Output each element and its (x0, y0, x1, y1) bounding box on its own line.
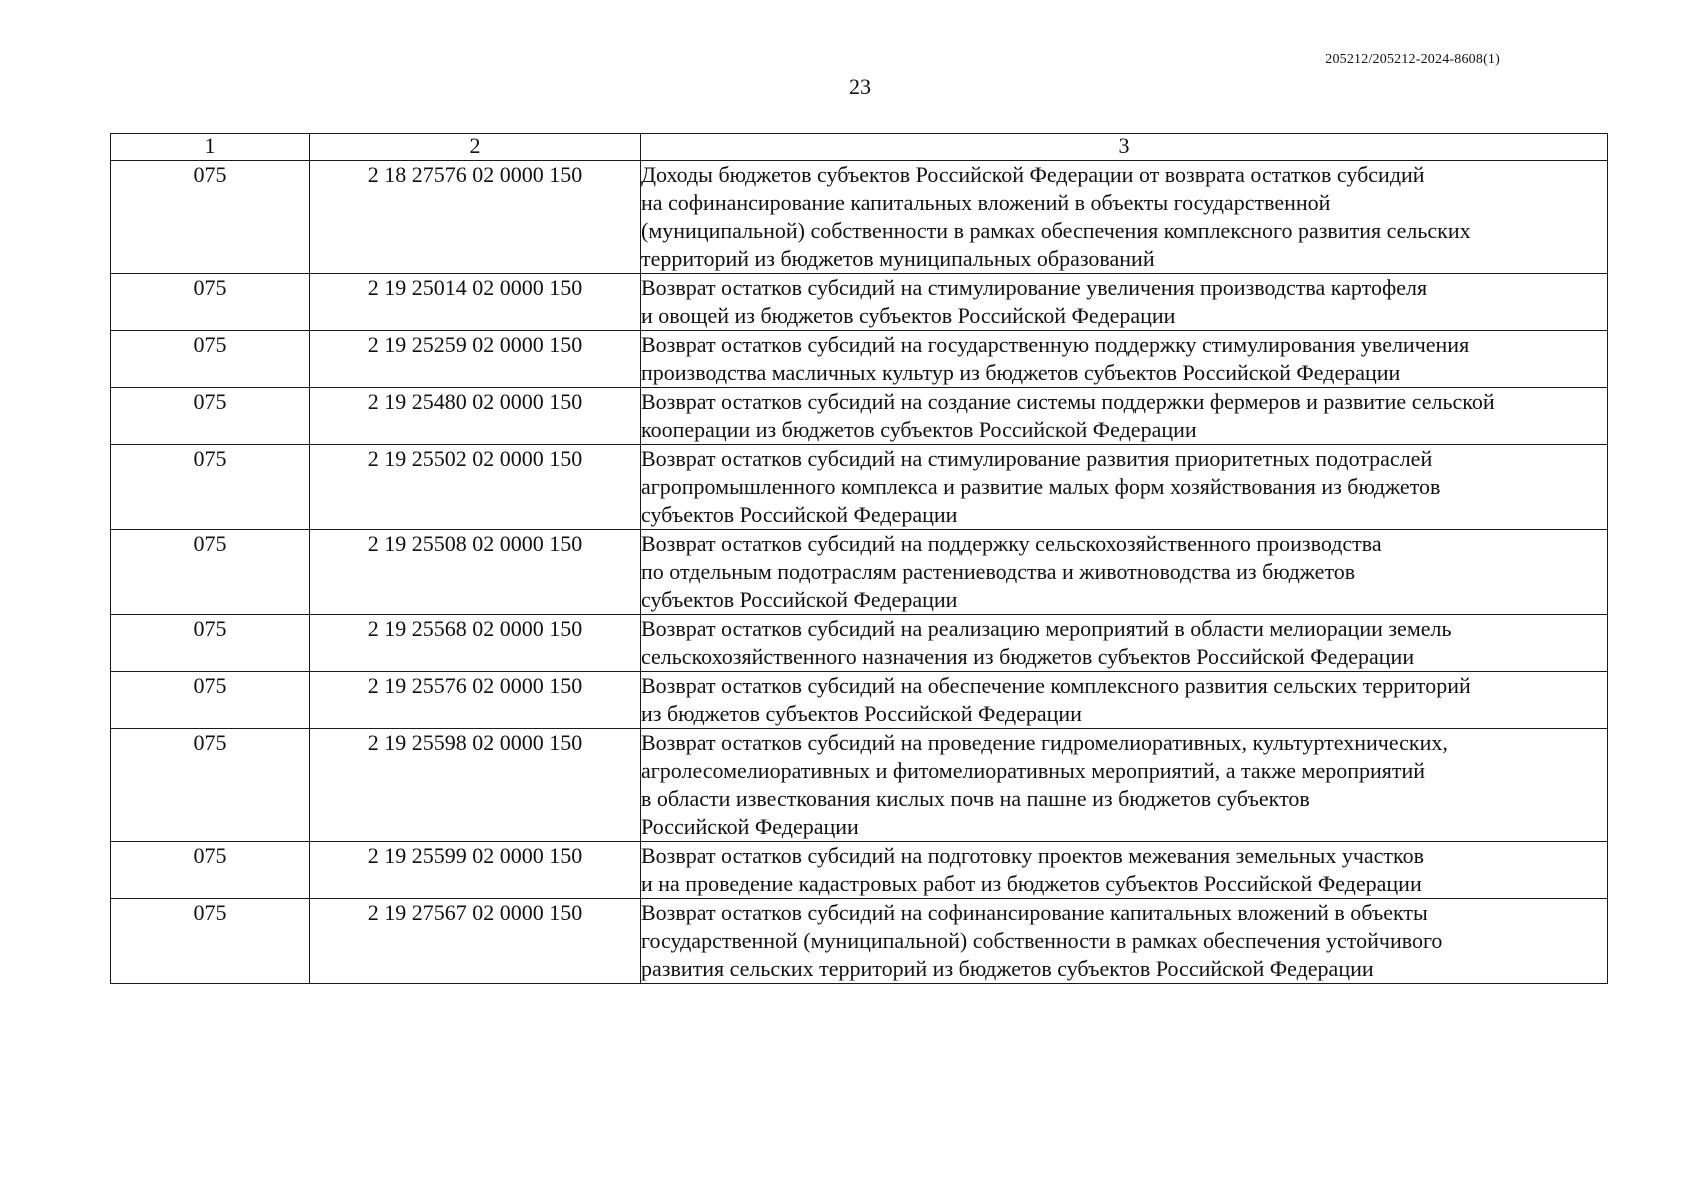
table-row (111, 445, 1608, 530)
table-row (111, 274, 1608, 331)
description-cell (641, 274, 1608, 331)
description-line: Возврат остатков субсидий на подготовку проектов межевания земельных участков (641, 843, 1425, 868)
description-line: субъектов Российской Федерации (641, 502, 958, 527)
income-code-cell: 2 19 25014 02 0000 150 (310, 274, 641, 331)
description-line: Возврат остатков субсидий на государственную поддержку стимулирования увеличения (641, 332, 1470, 357)
description-line: Возврат остатков субсидий на проведение гидромелиоративных, культуртехнических, (641, 730, 1448, 755)
admin-code-cell: 075 (111, 672, 310, 729)
column-header-1: 1 (111, 134, 310, 161)
description-line: по отдельным подотраслям растениеводства и животноводства из бюджетов (641, 559, 1356, 584)
description-line: и овощей из бюджетов субъектов Российской Федерации (641, 303, 1176, 328)
description-cell (641, 729, 1608, 842)
income-code-cell: 2 19 25599 02 0000 150 (310, 842, 641, 899)
description-line: Возврат остатков субсидий на стимулирование развития приоритетных подотраслей (641, 446, 1433, 471)
description-line: Возврат остатков субсидий на софинансирование капитальных вложений в объекты (641, 900, 1428, 925)
description-cell (641, 331, 1608, 388)
table-row (111, 530, 1608, 615)
admin-code-cell: 075 (111, 445, 310, 530)
income-code-cell: 2 19 25568 02 0000 150 (310, 615, 641, 672)
admin-code-cell: 075 (111, 161, 310, 274)
description-line: в области известкования кислых почв на пашне из бюджетов субъектов (641, 786, 1310, 811)
description-line: производства масличных культур из бюджетов субъектов Российской Федерации (641, 360, 1401, 385)
admin-code-cell: 075 (111, 899, 310, 984)
description-line: Возврат остатков субсидий на создание системы поддержки фермеров и развитие сельской (641, 389, 1495, 414)
description-line: сельскохозяйственного назначения из бюджетов субъектов Российской Федерации (641, 644, 1415, 669)
description-line: Российской Федерации (641, 814, 859, 839)
description-line: территорий из бюджетов муниципальных образований (641, 246, 1155, 271)
description-cell (641, 615, 1608, 672)
description-line: Возврат остатков субсидий на поддержку сельскохозяйственного производства (641, 531, 1382, 556)
table-row (111, 842, 1608, 899)
description-line: государственной (муниципальной) собственности в рамках обеспечения устойчивого (641, 928, 1443, 953)
description-line: развития сельских территорий из бюджетов субъектов Российской Федерации (641, 956, 1374, 981)
description-line: и на проведение кадастровых работ из бюджетов субъектов Российской Федерации (641, 871, 1422, 896)
table-row (111, 729, 1608, 842)
income-code-cell: 2 19 25259 02 0000 150 (310, 331, 641, 388)
description-cell (641, 842, 1608, 899)
header-row (111, 134, 1608, 161)
description-line: Доходы бюджетов субъектов Российской Федерации от возврата остатков субсидий (641, 162, 1425, 187)
column-header-3: 3 (641, 134, 1608, 161)
description-line: Возврат остатков субсидий на стимулирование увеличения производства картофеля (641, 275, 1428, 300)
budget-classification-table (110, 133, 1608, 984)
description-cell (641, 445, 1608, 530)
table-row (111, 161, 1608, 274)
income-code-cell: 2 19 25502 02 0000 150 (310, 445, 641, 530)
table-header (111, 134, 1608, 161)
column-header-2: 2 (310, 134, 641, 161)
table-row (111, 899, 1608, 984)
income-code-cell: 2 19 25508 02 0000 150 (310, 530, 641, 615)
admin-code-cell: 075 (111, 729, 310, 842)
admin-code-cell: 075 (111, 274, 310, 331)
document-code: 205212/205212-2024-8608(1) (1325, 52, 1500, 67)
income-code-cell: 2 19 25480 02 0000 150 (310, 388, 641, 445)
description-line: (муниципальной) собственности в рамках обеспечения комплексного развития сельских (641, 218, 1471, 243)
description-line: субъектов Российской Федерации (641, 587, 958, 612)
admin-code-cell: 075 (111, 331, 310, 388)
admin-code-cell: 075 (111, 530, 310, 615)
table-body (111, 161, 1608, 984)
description-cell (641, 161, 1608, 274)
description-line: агролесомелиоративных и фитомелиоративных мероприятий, а также мероприятий (641, 758, 1426, 783)
description-cell (641, 672, 1608, 729)
description-line: Возврат остатков субсидий на обеспечение комплексного развития сельских территорий (641, 673, 1471, 698)
description-line: кооперации из бюджетов субъектов Российской Федерации (641, 417, 1197, 442)
table-row (111, 672, 1608, 729)
admin-code-cell: 075 (111, 842, 310, 899)
description-line: Возврат остатков субсидий на реализацию мероприятий в области мелиорации земель (641, 616, 1452, 641)
description-line: из бюджетов субъектов Российской Федерации (641, 701, 1082, 726)
income-code-cell: 2 18 27576 02 0000 150 (310, 161, 641, 274)
admin-code-cell: 075 (111, 615, 310, 672)
table-row (111, 615, 1608, 672)
income-code-cell: 2 19 27567 02 0000 150 (310, 899, 641, 984)
description-cell (641, 899, 1608, 984)
table-row (111, 331, 1608, 388)
description-line: на софинансирование капитальных вложений в объекты государственной (641, 190, 1331, 215)
description-cell (641, 388, 1608, 445)
income-code-cell: 2 19 25598 02 0000 150 (310, 729, 641, 842)
income-code-cell: 2 19 25576 02 0000 150 (310, 672, 641, 729)
table-row (111, 388, 1608, 445)
admin-code-cell: 075 (111, 388, 310, 445)
description-line: агропромышленного комплекса и развитие малых форм хозяйствования из бюджетов (641, 474, 1441, 499)
description-cell (641, 530, 1608, 615)
page-number: 23 (849, 74, 871, 99)
